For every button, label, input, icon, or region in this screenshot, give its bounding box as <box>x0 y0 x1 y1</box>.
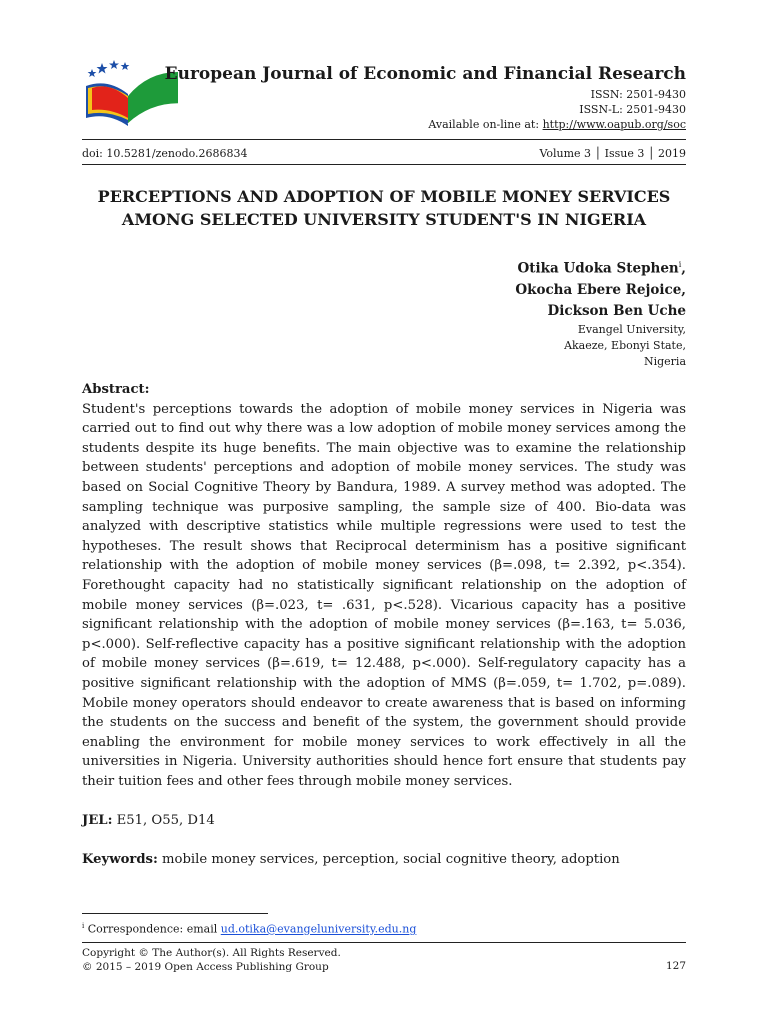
abstract-heading: Abstract: <box>82 382 150 397</box>
affiliation-line: Akaeze, Ebonyi State, <box>564 338 686 352</box>
keywords-label: Keywords: <box>82 852 158 867</box>
author-name: Otika Udoka Stephen$^i$, <box>517 260 686 277</box>
author-name: Dickson Ben Uche <box>547 302 686 319</box>
jel-value: E51, O55, D14 <box>112 813 215 828</box>
paper-title <box>82 185 686 231</box>
correspondence-footnote: $^i$ Correspondence: email ud.otika@evangeluniversity.edu.ng <box>82 922 417 936</box>
footnote-divider <box>82 913 268 914</box>
author-block <box>515 254 686 370</box>
paper-title-line-2: AMONG SELECTED UNIVERSITY STUDENT'S IN NIGERIA <box>121 210 647 229</box>
affiliation-line: Evangel University, <box>577 322 686 336</box>
copyright-line-2: © 2015 – 2019 Open Access Publishing Group <box>82 961 329 973</box>
issn: ISSN: 2501-9430 <box>590 88 686 101</box>
affiliation-line: Nigeria <box>643 354 686 368</box>
jel-codes <box>82 813 215 828</box>
volume-issue: Volume 3 │ Issue 3 │ 2019 <box>539 147 686 160</box>
issn-l: ISSN-L: 2501-9430 <box>579 103 686 116</box>
correspondence-email-link[interactable]: ud.otika@evangeluniversity.edu.ng <box>220 922 417 936</box>
availability-line <box>428 118 686 131</box>
copyright-notice <box>82 946 341 974</box>
doi: doi: 10.5281/zenodo.2686834 <box>82 147 248 160</box>
footnote-marker: i <box>82 922 85 930</box>
page-number: 127 <box>665 960 686 972</box>
abstract-text: Student's perceptions towards the adoption of mobile money services in Nigeria was carried out to find out why there was a low adoption of mobile money services among the students despite its huge benefits. The main objective was to examine the relationship between students' perceptions and adoption of mobile money services. The study was based on Social Cognitive Theory by Bandura, 1989. A survey method was adopted. The sampling technique was purposive sampling, the sample size of 400. Bio-data was analyzed with descriptive statistics while multiple regressions were used to test the hypotheses. The result shows that Reciprocal determinism has a positive significant relationship with the adoption of mobile money services (β=.098, t= 2.392, p<.354). Forethought capacity had no statistically significant relationship on the adoption of mobile money services (β=.023, t= .631, p<.528). Vicarious capacity has a positive significant relationship with the adoption of mobile money services (β=.163, t= 5.036, p<.000). Self-reflective capacity has a positive significant relationship with the adoption of mobile money services (β=.619, t= 12.488, p<.000). Self-regulatory capacity has a positive significant relationship with the adoption of MMS (β=.059, t= 1.702, p=.089). Mobile money operators should endeavor to create awareness that is based on informing the students on the success and benefit of the system, the government should provide enabling the environment for mobile money services to work effectively in all the universities in Nigeria. University authorities should hence fort ensure that students pay their tuition fees and other fees through mobile money services. <box>82 401 686 789</box>
header-divider-lower <box>82 164 686 165</box>
header-divider <box>82 139 686 140</box>
keywords <box>82 852 620 867</box>
footnote-marker: i <box>678 260 682 269</box>
keywords-value: mobile money services, perception, social cognitive theory, adoption <box>157 852 620 867</box>
paper-title-line-1: PERCEPTIONS AND ADOPTION OF MOBILE MONEY SERVICES <box>97 187 671 206</box>
journal-title: European Journal of Economic and Financial Research <box>164 64 686 84</box>
footer-divider <box>82 942 686 943</box>
abstract-section <box>82 380 686 791</box>
author-name: Okocha Ebere Rejoice, <box>515 281 686 298</box>
copyright-line-1: Copyright © The Author(s). All Rights Reserved. <box>82 947 341 959</box>
availability-label: Available on-line at: <box>428 118 543 131</box>
journal-url-link[interactable]: http://www.oapub.org/soc <box>542 118 686 131</box>
jel-label: JEL: <box>82 813 113 828</box>
